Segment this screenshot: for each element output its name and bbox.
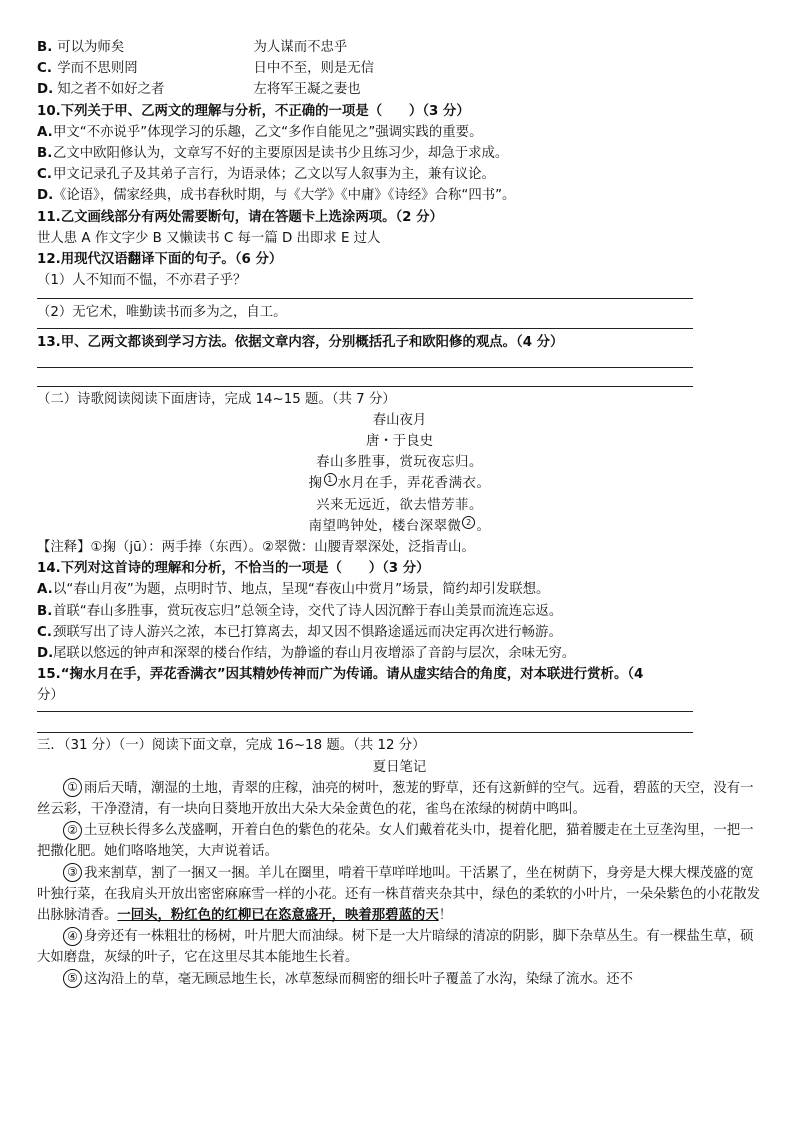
article-paragraph: ③ 我来割草，割了一捆又一捆。羊儿在圈里，啃着干草咩咩地叫。干活累了，坐在树荫下，身旁是大棵大棵茂盛的宽叶独行菜，在我肩头开放出密密麻麻雪一样的小花。还有一株苜蓿夹杂其中，绿色的柔软的小叶片，一朵朵紫色的小花散发出脉脉清香。一回头，粉红色的红柳已在恣意盛开，映着那碧蓝的天！ [37,865,761,924]
section3-heading: 三．（31 分）（一）阅读下面文章，完成 16~18 题。（共 12 分） [37,738,426,754]
q10-stem: 10.下列关于甲、乙两文的理解与分析，不正确的一项是（ ）（3 分） [37,103,470,119]
article-paragraph: ① 雨后天晴，潮湿的土地，青翠的庄稼，油亮的树叶，葱茏的野草，还有这新鲜的空气。远看，碧蓝的天空，没有一丝云彩，干净澄清，有一块向日葵地开放出大朵大朵金黄色的花，雀鸟在浓绿的树荫中鸣叫。 [37,780,754,818]
poem-line-1: 春山多胜事，赏玩夜忘归。 [316,455,483,471]
poem-line-3: 兴来无远近，欲去惜芳菲。 [316,497,483,513]
q12-stem: 12.用现代汉语翻译下面的句子。（6 分） [37,251,283,267]
q14-stem: 14.下列对这首诗的理解和分析，不恰当的一项是（ ）（3 分） [37,561,430,577]
q10-option-d: D.《论语》，儒家经典，成书春秋时期，与《大学》《中庸》《诗经》合称“四书”。 [37,188,516,204]
poem-line-4: 南望鸣钟处，楼台深翠微 2 。 [308,517,491,534]
underlined-sentence: 一回头，粉红色的红柳已在恣意盛开，映着那碧蓝的天 [117,908,439,924]
q9-option-d: D. 知之者不如好之者 左将军王凝之妻也 [37,82,361,98]
poem-line-2: 掬 1 水月在手，弄花香满衣。 [308,475,491,492]
footnote-mark: 1 [324,473,337,486]
q14-option-a: A.以“春山月夜”为题，点明时节、地点，呈现“春夜山中赏月”场景，简约却引发联想。 [37,582,550,598]
q11-stem: 11.乙文画线部分有两处需要断句，请在答题卡上选涂两项。（2 分） [37,209,443,225]
q10-option-b: B.乙文中欧阳修认为，文章写不好的主要原因是读书少且练习少，却急于求成。 [37,145,509,161]
q12-sentence-1: （1）人不知而不愠，不亦君子乎？ [37,273,247,289]
q11-text: 世人患 A 作文字少 B 又懒读书 C 每一篇 D 出即求 E 过人 [37,230,381,246]
poem-author: 唐・于良史 [366,434,433,449]
article-paragraph: ② 土豆秧长得多么茂盛啊，开着白色的紫色的花朵。女人们戴着花头巾，提着化肥，猫着腰走在土豆垄沟里，一把一把撒化肥。她们咯咯地笑，大声说着话。 [37,822,754,860]
q10-option-c: C.甲文记录孔子及其弟子言行，为语录体；乙文以写人叙事为主，兼有议论。 [37,167,495,183]
poem-note: 【注释】①掬（jū）：两手捧（东西）。②翠微：山腰青翠深处，泛指青山。 [37,539,475,555]
answer-line [37,731,693,733]
article-paragraph: ⑤ 这沟沿上的草，毫无顾忌地生长，冰草葱绿而稠密的细长叶子覆盖了水沟，染绿了流水。还不 [37,969,762,990]
article-paragraph: ④ 身旁还有一株粗壮的杨树，叶片肥大而油绿。树下是一大片暗绿的清凉的阴影，脚下杂草丛生。有一棵盐生草，硕大如磨盘，灰绿的叶子，它在这里尽其本能地生长着。 [37,928,754,966]
exam-page [37,37,762,990]
answer-line [37,327,693,329]
answer-line [37,385,693,387]
q15-stem: 15.“掬水月在手，弄花香满衣”因其精妙传神而广为传诵。请从虚实结合的角度，对本联进行赏析。（4 [37,667,644,683]
q15-stem-cont: 分） [37,688,64,704]
q12-sentence-2: （2）无它术，唯勤读书而多为之，自工。 [37,305,287,321]
poem-title: 春山夜月 [372,412,427,428]
q14-option-b: B.首联“春山多胜事，赏玩夜忘归”总领全诗，交代了诗人因沉醉于春山美景而流连忘返。 [37,603,563,619]
poem-section-heading: （二）诗歌阅读阅读下面唐诗，完成 14~15 题。（共 7 分） [37,391,396,407]
footnote-mark: 2 [462,516,475,529]
q14-option-c: C.颈联写出了诗人游兴之浓，本已打算离去，却又因不惧路途遥远而决定再次进行畅游。 [37,624,562,640]
q9-option-c: C. 学而不思则罔 日中不至，则是无信 [37,61,375,77]
article-title: 夏日笔记 [372,759,427,775]
answer-line [37,297,693,299]
q9-option-b: B. 可以为师矣 为人谋而不忠乎 [37,40,348,55]
q10-option-a: A.甲文“不亦说乎”体现学习的乐趣，乙文“多作自能见之”强调实践的重要。 [37,124,483,140]
q13-stem: 13.甲、乙两文都谈到学习方法。依据文章内容，分别概括孔子和欧阳修的观点。（4 分） [37,335,564,351]
q14-option-d: D.尾联以悠远的钟声和深翠的楼台作结，为静谧的春山月夜增添了音韵与层次，余味无穷。 [37,645,576,661]
